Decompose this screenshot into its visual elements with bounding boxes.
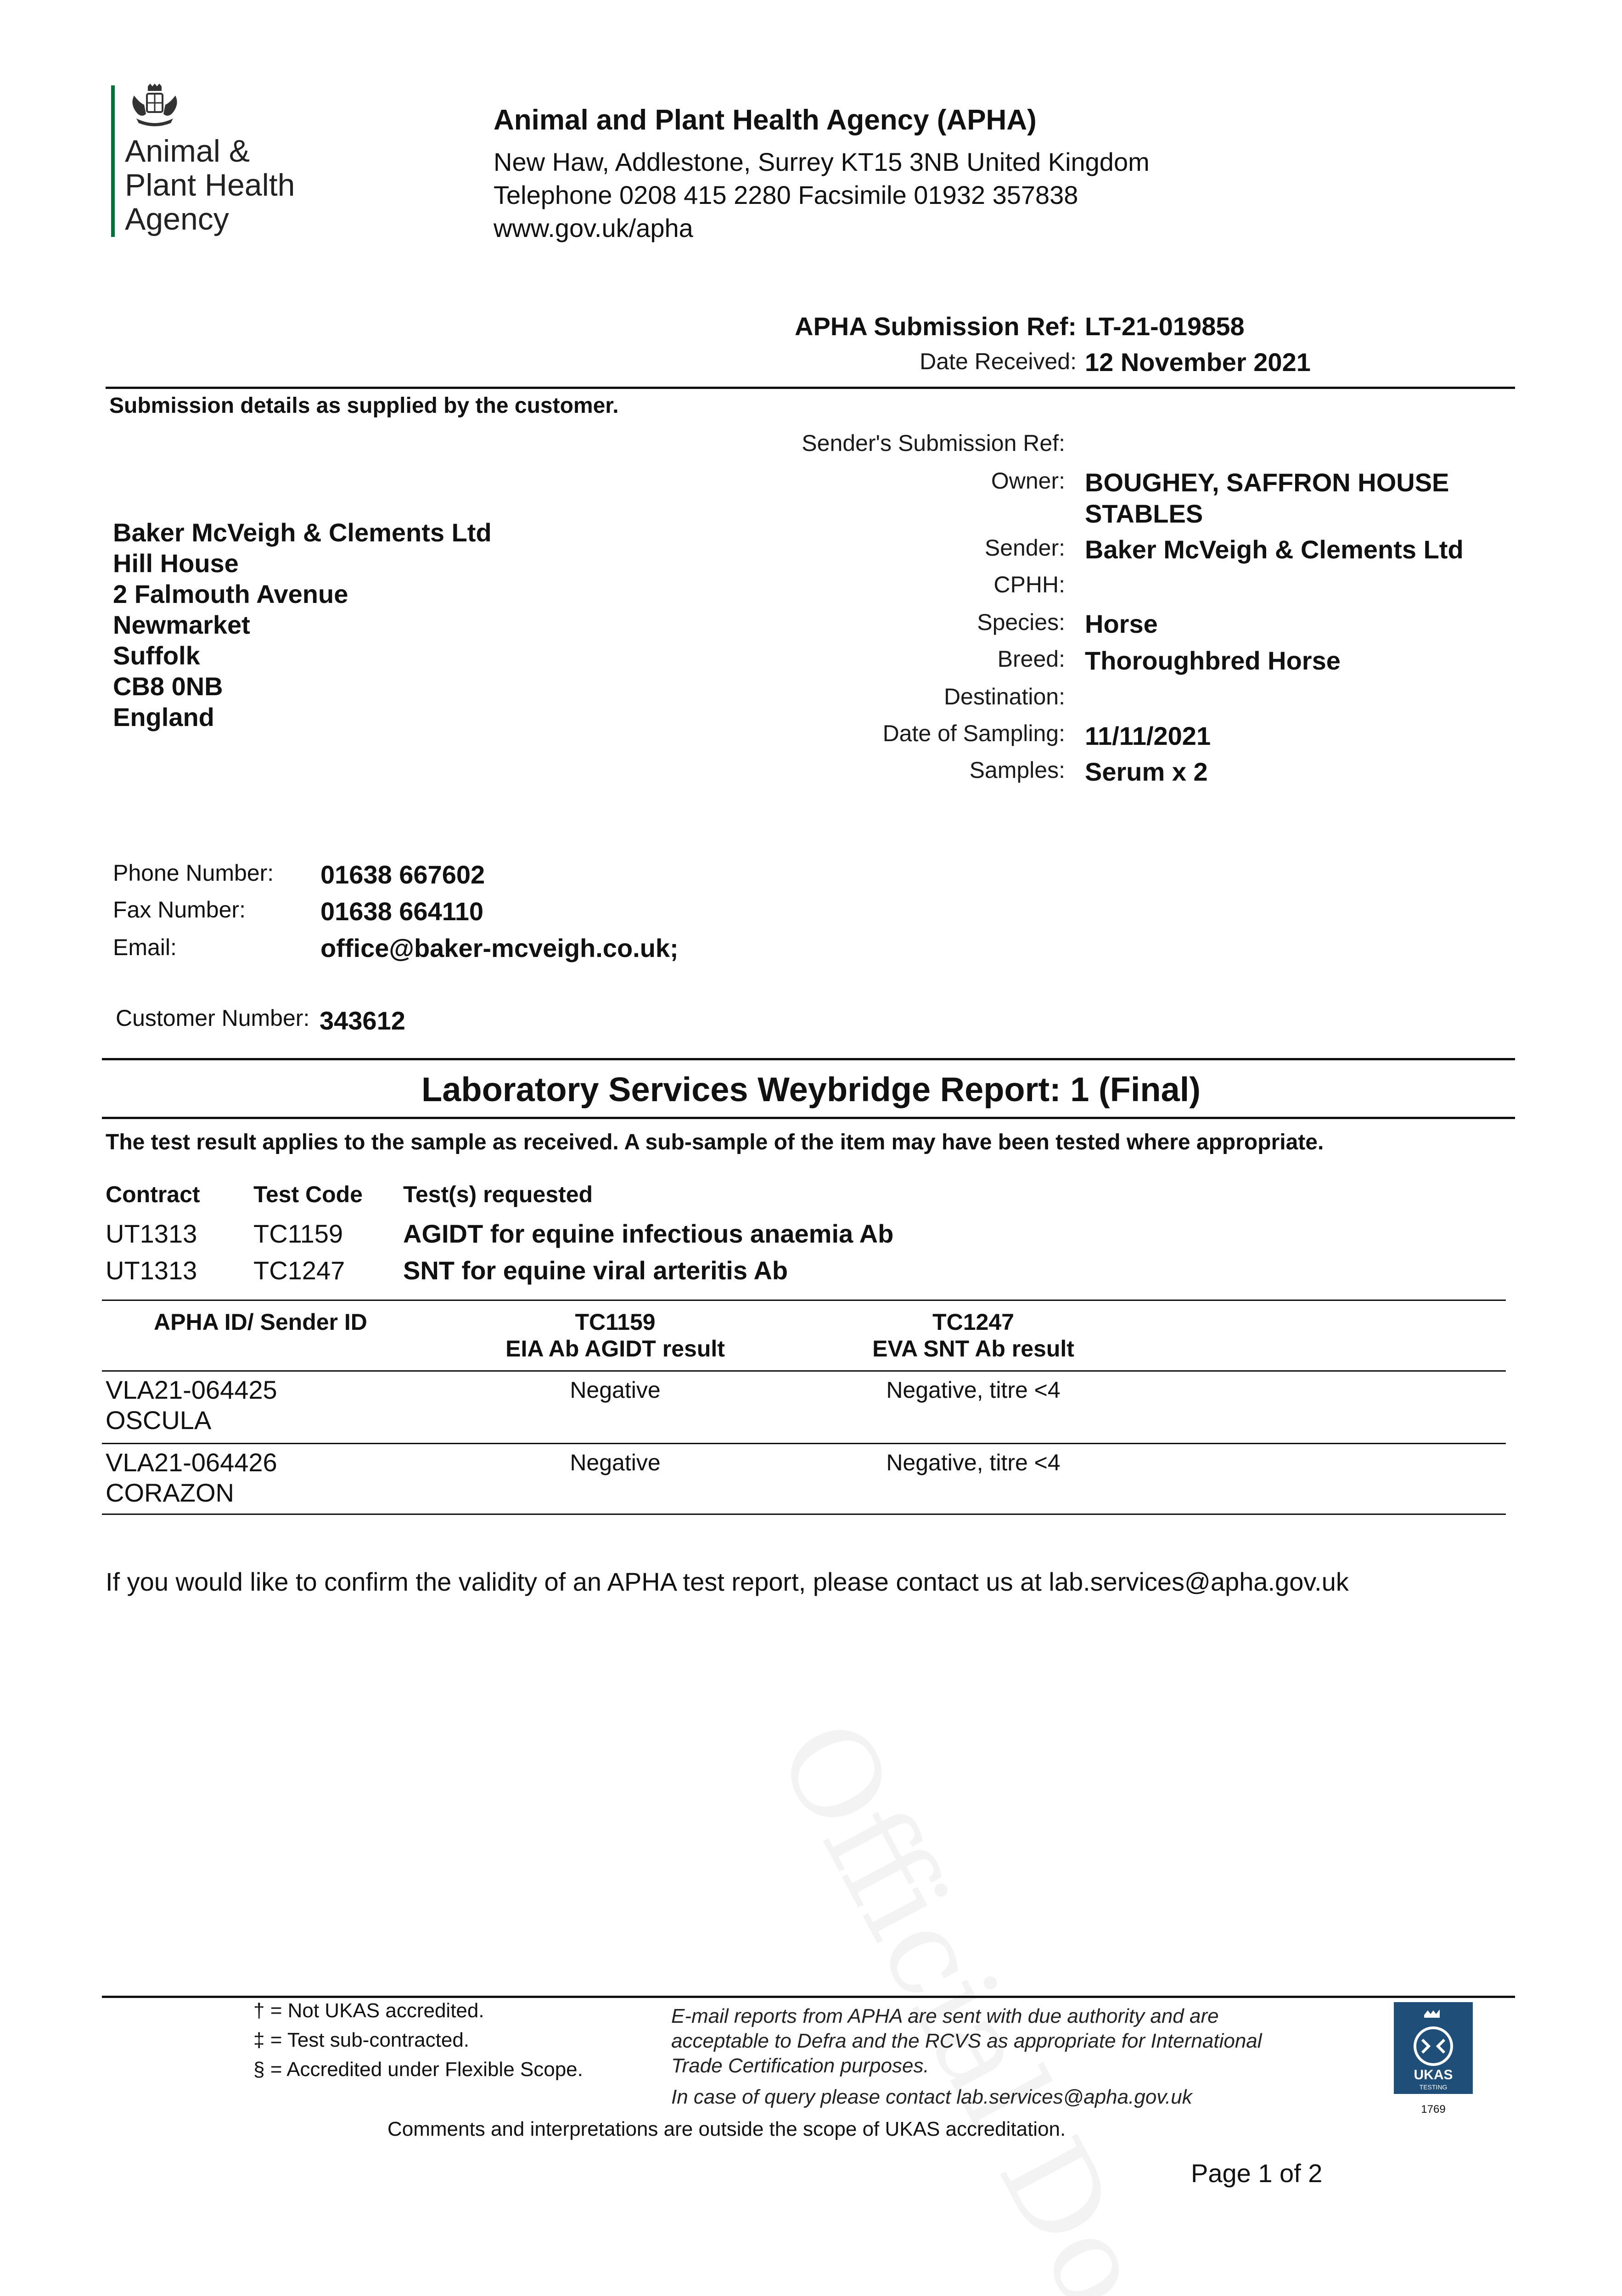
test-row-contract: UT1313 xyxy=(106,1256,197,1285)
validity-note: If you would like to confirm the validity of an APHA test report, please contact us at lab.services@apha.gov.uk xyxy=(106,1567,1349,1596)
address-line: England xyxy=(113,703,214,732)
footer-legend-line: ‡ = Test sub-contracted. xyxy=(253,2029,470,2051)
phone-label: Phone Number: xyxy=(113,860,274,886)
owner-value-cont: STABLES xyxy=(1085,499,1203,528)
test-row-code: TC1247 xyxy=(253,1256,345,1285)
footer-legend-line: § = Accredited under Flexible Scope. xyxy=(253,2058,583,2081)
results-header-id: APHA ID/ Sender ID xyxy=(154,1309,367,1335)
agency-phone-fax: Telephone 0208 415 2280 Facsimile 01932 357838 xyxy=(494,180,1078,209)
footer-email-note: acceptable to Defra and the RCVS as appropriate for International xyxy=(671,2030,1262,2052)
sampling-date-value: 11/11/2021 xyxy=(1085,721,1211,750)
agency-website: www.gov.uk/apha xyxy=(494,214,693,242)
owner-value: BOUGHEY, SAFFRON HOUSE xyxy=(1085,468,1449,497)
address-line: CB8 0NB xyxy=(113,672,223,701)
agency-address: New Haw, Addlestone, Surrey KT15 3NB United Kingdom xyxy=(494,147,1150,176)
sender-label: Sender: xyxy=(984,535,1065,561)
table-rule xyxy=(102,1514,1506,1515)
submission-ref-value: LT-21-019858 xyxy=(1085,312,1245,341)
date-received-value: 12 November 2021 xyxy=(1085,348,1311,377)
customer-number-label: Customer Number: xyxy=(116,1005,310,1031)
logo-accent-bar xyxy=(111,85,115,237)
email-value[interactable]: office@baker-mcveigh.co.uk; xyxy=(320,934,679,962)
footer-legend-line: † = Not UKAS accredited. xyxy=(253,1999,484,2022)
footer-query-note: In case of query please contact lab.services@apha.gov.uk xyxy=(671,2086,1192,2108)
test-row-code: TC1159 xyxy=(253,1219,343,1248)
ukas-accreditation-logo xyxy=(1394,2002,1473,2094)
divider xyxy=(102,1117,1515,1119)
sender-value: Baker McVeigh & Clements Ltd xyxy=(1085,535,1464,564)
fax-label: Fax Number: xyxy=(113,897,246,923)
result-apha-id: VLA21-064426 xyxy=(106,1448,277,1477)
result-eia: Negative xyxy=(570,1450,661,1475)
supplied-note: Submission details as supplied by the customer. xyxy=(109,394,619,418)
table-rule xyxy=(102,1300,1506,1301)
footer-disclaimer: Comments and interpretations are outside the scope of UKAS accreditation. xyxy=(387,2118,1066,2140)
phone-value: 01638 667602 xyxy=(320,860,485,889)
address-line: Suffolk xyxy=(113,641,200,670)
customer-number-value: 343612 xyxy=(320,1006,405,1035)
divider xyxy=(106,387,1515,389)
result-sender-id: OSCULA xyxy=(106,1406,212,1435)
page-number: Page 1 of 2 xyxy=(1191,2159,1323,2188)
email-label: Email: xyxy=(113,934,177,960)
address-line: Newmarket xyxy=(113,610,250,639)
results-header-eia: EIA Ab AGIDT result xyxy=(505,1336,725,1362)
ukas-text: UKAS xyxy=(1414,2067,1453,2082)
results-header-eva: EVA SNT Ab result xyxy=(872,1336,1074,1362)
sampling-date-label: Date of Sampling: xyxy=(882,720,1065,746)
results-header-eia-code: TC1159 xyxy=(575,1309,656,1335)
logo-text-line: Plant Health xyxy=(125,168,295,203)
fax-value: 01638 664110 xyxy=(320,897,484,926)
species-value: Horse xyxy=(1085,609,1158,638)
royal-coat-of-arms-icon xyxy=(125,82,185,132)
tests-header-contract: Contract xyxy=(106,1182,200,1207)
sender-ref-label: Sender's Submission Ref: xyxy=(802,430,1065,456)
result-sender-id: CORAZON xyxy=(106,1478,234,1507)
cphh-label: CPHH: xyxy=(993,572,1065,597)
result-eva: Negative, titre <4 xyxy=(886,1450,1061,1475)
tests-header-requested: Test(s) requested xyxy=(403,1182,593,1207)
footer-email-note: Trade Certification purposes. xyxy=(671,2054,929,2077)
species-label: Species: xyxy=(977,609,1065,635)
result-apha-id: VLA21-064425 xyxy=(106,1375,277,1404)
destination-label: Destination: xyxy=(943,684,1065,709)
test-row-contract: UT1313 xyxy=(106,1219,197,1248)
owner-label: Owner: xyxy=(991,468,1065,494)
breed-value: Thoroughbred Horse xyxy=(1085,646,1341,675)
tests-header-code: Test Code xyxy=(253,1182,363,1207)
table-rule xyxy=(102,1443,1506,1444)
footer-email-note: E-mail reports from APHA are sent with due authority and are xyxy=(671,2005,1219,2027)
logo-text-line: Animal & xyxy=(125,134,250,169)
test-row-name: SNT for equine viral arteritis Ab xyxy=(403,1256,788,1285)
report-title: Laboratory Services Weybridge Report: 1 (Final) xyxy=(421,1070,1201,1109)
result-eia: Negative xyxy=(570,1377,661,1403)
address-line: Hill House xyxy=(113,549,239,578)
logo-text-line: Agency xyxy=(125,202,229,236)
samples-value: Serum x 2 xyxy=(1085,757,1208,786)
date-received-label: Date Received: xyxy=(920,349,1077,374)
submission-ref-label: APHA Submission Ref: xyxy=(795,312,1077,341)
address-line: Baker McVeigh & Clements Ltd xyxy=(113,518,492,547)
footer-divider xyxy=(102,1996,1515,1998)
report-note: The test result applies to the sample as received. A sub-sample of the item may have been tested where appropriate. xyxy=(106,1130,1324,1154)
ukas-number: 1769 xyxy=(1421,2103,1446,2116)
results-header-eva-code: TC1247 xyxy=(932,1309,1014,1335)
ukas-subtext: TESTING xyxy=(1419,2083,1448,2091)
table-rule xyxy=(102,1370,1506,1372)
breed-label: Breed: xyxy=(997,646,1065,672)
result-eva: Negative, titre <4 xyxy=(886,1377,1061,1403)
samples-label: Samples: xyxy=(969,757,1065,783)
address-line: 2 Falmouth Avenue xyxy=(113,580,348,608)
test-row-name: AGIDT for equine infectious anaemia Ab xyxy=(403,1219,894,1248)
agency-name: Animal and Plant Health Agency (APHA) xyxy=(494,104,1037,136)
divider xyxy=(102,1058,1515,1060)
